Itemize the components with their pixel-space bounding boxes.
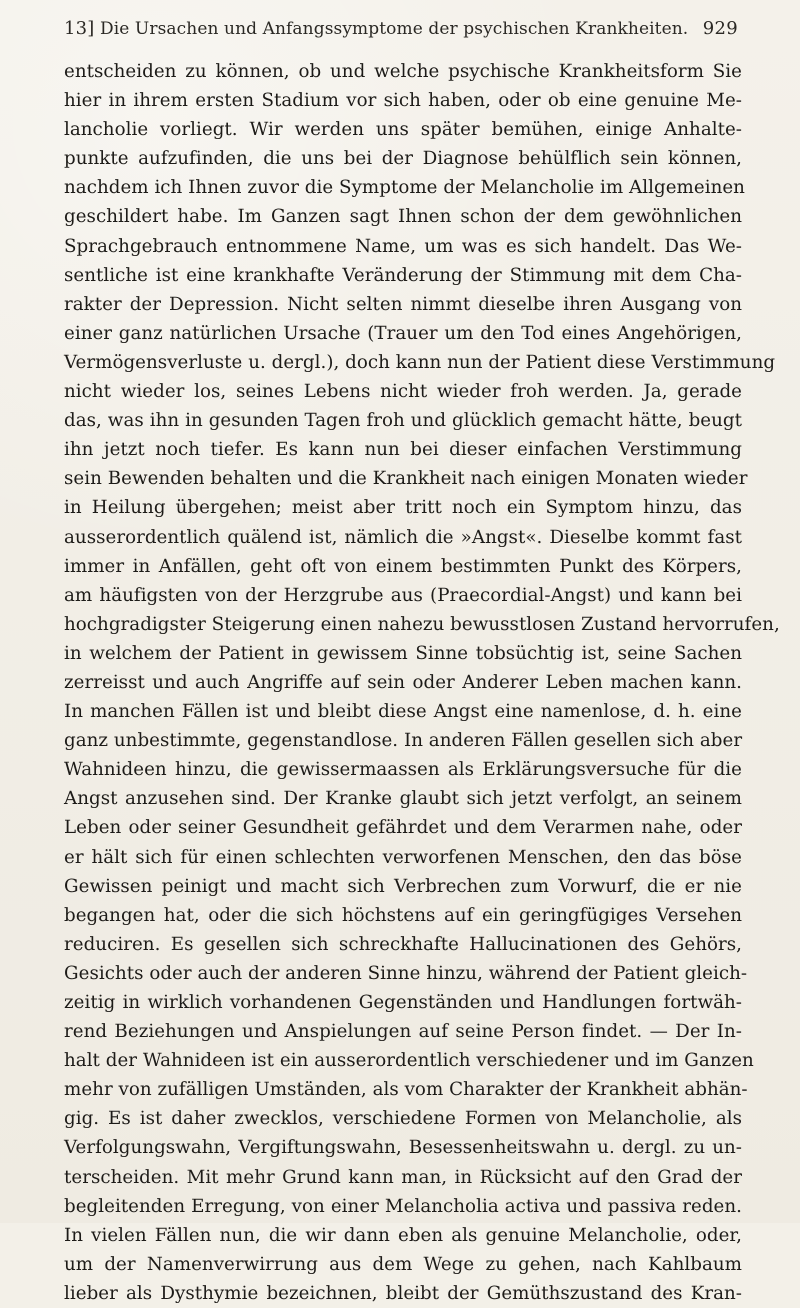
text-line: halt der Wahnideen ist ein ausserordentlich verschiedener und im Ganzen bbox=[64, 1050, 754, 1072]
text-line: hier in ihrem ersten Stadium vor sich haben, oder ob eine genuine Me- bbox=[64, 90, 742, 112]
text-line: lieber als Dysthymie bezeichnen, bleibt der Gemüthszustand des Kran- bbox=[64, 1282, 742, 1304]
text-line: mehr von zufälligen Umständen, als vom Charakter der Krankheit abhän- bbox=[64, 1079, 748, 1101]
text-line: in Heilung übergehen; meist aber tritt noch ein Symptom hinzu, das bbox=[64, 497, 742, 519]
text-line: hochgradigster Steigerung einen nahezu bewusstlosen Zustand hervorrufen, bbox=[64, 613, 780, 635]
text-line: rend Beziehungen und Anspielungen auf seine Person findet. — Der In- bbox=[64, 1021, 742, 1043]
text-line: einer ganz natürlichen Ursache (Trauer um den Tod eines Angehörigen, bbox=[64, 322, 742, 344]
text-line: In manchen Fällen ist und bleibt diese Angst eine namenlose, d. h. eine bbox=[64, 701, 742, 723]
text-line: Leben oder seiner Gesundheit gefährdet und dem Verarmen nahe, oder bbox=[64, 817, 742, 839]
text-line: begleitenden Erregung, von einer Melancholia activa und passiva reden. bbox=[64, 1195, 742, 1217]
page-number: 929 bbox=[702, 18, 738, 39]
text-line: das, was ihn in gesunden Tagen froh und glücklich gemacht hätte, beugt bbox=[64, 410, 742, 432]
text-line: er hält sich für einen schlechten verworfenen Menschen, den das böse bbox=[64, 846, 742, 868]
text-line: Wahnideen hinzu, die gewissermaassen als Erklärungsversuche für die bbox=[64, 759, 742, 781]
text-line: rakter der Depression. Nicht selten nimmt dieselbe ihren Ausgang von bbox=[64, 293, 742, 315]
text-line: zeitig in wirklich vorhandenen Gegenständen und Handlungen fortwäh- bbox=[64, 992, 742, 1013]
body-text bbox=[64, 57, 780, 1308]
section-number: 13] bbox=[64, 18, 95, 39]
text-line: lancholie vorliegt. Wir werden uns später bemühen, einige Anhalte- bbox=[64, 119, 742, 141]
text-line: reduciren. Es gesellen sich schreckhafte Hallucinationen des Gehörs, bbox=[64, 933, 742, 955]
text-line: Gesichts oder auch der anderen Sinne hinzu, während der Patient gleich- bbox=[64, 962, 748, 984]
text-line: terscheiden. Mit mehr Grund kann man, in Rücksicht auf den Grad der bbox=[64, 1166, 742, 1188]
text-line: punkte aufzufinden, die uns bei der Diagnose behülflich sein können, bbox=[64, 148, 742, 170]
text-line: ihn jetzt noch tiefer. Es kann nun bei dieser einfachen Verstimmung bbox=[64, 439, 742, 461]
text-line: nachdem ich Ihnen zuvor die Symptome der Melancholie im Allgemeinen bbox=[64, 177, 745, 199]
text-line: immer in Anfällen, geht oft von einem bestimmten Punkt des Körpers, bbox=[64, 555, 742, 577]
text-line: Sprachgebrauch entnommene Name, um was es sich handelt. Das We- bbox=[64, 235, 742, 257]
text-line: Vermögensverluste u. dergl.), doch kann nun der Patient diese Verstimmung bbox=[64, 351, 776, 373]
text-line: in welchem der Patient in gewissem Sinne tobsüchtig ist, seine Sachen bbox=[64, 642, 742, 664]
text-line: begangen hat, oder die sich höchstens auf ein geringfügiges Versehen bbox=[64, 904, 742, 926]
text-line: am häufigsten von der Herzgrube aus (Praecordial-Angst) und kann bei bbox=[64, 584, 742, 606]
text-line: nicht wieder los, seines Lebens nicht wieder froh werden. Ja, gerade bbox=[64, 381, 742, 403]
text-line: Gewissen peinigt und macht sich Verbrechen zum Vorwurf, die er nie bbox=[64, 875, 742, 897]
text-line: entscheiden zu können, ob und welche psychische Krankheitsform Sie bbox=[64, 61, 742, 82]
text-line: sentliche ist eine krankhafte Veränderung der Stimmung mit dem Cha- bbox=[64, 264, 742, 286]
text-line: um der Namenverwirrung aus dem Wege zu gehen, nach Kahlbaum bbox=[64, 1253, 742, 1275]
running-head: Die Ursachen und Anfangssymptome der psychischen Krankheiten. bbox=[100, 19, 689, 39]
text-line: sein Bewenden behalten und die Krankheit nach einigen Monaten wieder bbox=[64, 468, 748, 490]
text-line: Verfolgungswahn, Vergiftungswahn, Besessenheitswahn u. dergl. zu un- bbox=[64, 1137, 742, 1159]
text-line: In vielen Fällen nun, die wir dann eben als genuine Melancholie, oder, bbox=[64, 1224, 742, 1246]
text-line: ganz unbestimmte, gegenstandlose. In anderen Fällen gesellen sich aber bbox=[64, 730, 743, 752]
text-line: geschildert habe. Im Ganzen sagt Ihnen schon der dem gewöhnlichen bbox=[64, 206, 742, 228]
text-line: ausserordentlich quälend ist, nämlich die »Angst«. Dieselbe kommt fast bbox=[64, 526, 742, 548]
text-line: Angst anzusehen sind. Der Kranke glaubt sich jetzt verfolgt, an seinem bbox=[64, 788, 742, 810]
text-line: zerreisst und auch Angriffe auf sein oder Anderer Leben machen kann. bbox=[64, 671, 742, 693]
page-header bbox=[64, 17, 738, 41]
text-line: gig. Es ist daher zwecklos, verschiedene Formen von Melancholie, als bbox=[64, 1108, 742, 1130]
